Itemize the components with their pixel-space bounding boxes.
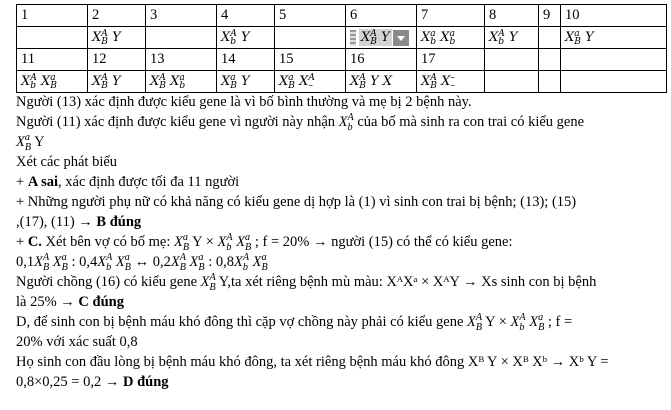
text-line: Xét các phát biểu (16, 154, 118, 170)
text-line: 0,1XA B Xa B : 0,4XA b Xa B ↔ 0,2XA B Xa B : 0,8XA b Xa B (16, 252, 268, 273)
table-cell (88, 71, 146, 93)
genotype: XA B Y (92, 72, 121, 91)
genotype: XA B X– – (421, 72, 455, 91)
table-cell (539, 27, 561, 49)
explanation-text (16, 92, 666, 392)
table-cell (275, 27, 346, 49)
table-cell-selected[interactable] (346, 27, 417, 49)
genotype: XA B Y (92, 28, 121, 47)
table-cell: 1 (17, 5, 88, 27)
table-cell (485, 71, 539, 93)
genotype: Xa B XA – (279, 72, 315, 91)
table-cell: 17 (417, 49, 485, 71)
genotype: XA b Y (489, 28, 518, 47)
table-cell (417, 27, 485, 49)
statement-a: + A sai, xác định được tối đa 11 người (16, 174, 240, 190)
genotype: XA B Y X (350, 72, 393, 91)
genotype: XA B Y (361, 28, 390, 47)
table-row (17, 27, 667, 49)
statement-c: + C. Xét bên vợ có bố mẹ: Xa B Y × XA b Xa B ; f = 20% → người (15) có thể có kiểu gene: (16, 232, 513, 253)
genotype: Xa b Xa b (421, 28, 456, 47)
table-cell (561, 49, 667, 71)
table-cell (539, 49, 561, 71)
text-line: Xa B Y (16, 132, 45, 153)
table-cell (17, 27, 88, 49)
table-row (17, 5, 667, 27)
table-row (17, 71, 667, 93)
text-line: + Những người phụ nữ có khả năng có kiểu gene dị hợp là (1) vì sinh con trai bị bệnh; (13); (15) (16, 194, 577, 210)
table-cell (346, 71, 417, 93)
table-cell (485, 27, 539, 49)
table-row (17, 49, 667, 71)
table-cell: 9 (539, 5, 561, 27)
genotype: Xa B Y (565, 28, 594, 47)
table-cell: 6 (346, 5, 417, 27)
table-cell: 4 (217, 5, 275, 27)
text-line: Người (13) xác định được kiểu gene là vì bố bình thường và mẹ bị 2 bệnh này. (16, 94, 472, 110)
table-cell (146, 27, 217, 49)
table-cell: 8 (485, 5, 539, 27)
table-cell: 12 (88, 49, 146, 71)
genotype: XA B Xa b (150, 72, 186, 91)
text-line: Người chồng (16) có kiểu gene XA B Y,ta xét riêng bệnh mù màu: XᴬXᵃ × XᴬY → Xs sinh con bị bệnh (16, 272, 597, 293)
table-cell: 7 (417, 5, 485, 27)
pedigree-genotype-table (16, 4, 667, 93)
table-cell: 16 (346, 49, 417, 71)
table-cell: 3 (146, 5, 217, 27)
statement-d: D, để sinh con bị bệnh máu khó đông thì cặp vợ chồng này phải có kiểu gene XA B Y × XA b Xa B ; f = (16, 312, 573, 333)
text-line: 20% với xác suất 0,8 (16, 334, 138, 350)
table-cell (561, 71, 667, 93)
table-cell: 5 (275, 5, 346, 27)
text-line: Họ sinh con đầu lòng bị bệnh máu khó đông, ta xét riêng bệnh máu khó đông Xᴮ Y × Xᴮ Xᵇ → Xᵇ Y = (16, 354, 609, 370)
table-cell (485, 49, 539, 71)
table-cell (561, 27, 667, 49)
genotype: Xa B Y (221, 72, 250, 91)
dropdown-arrow-icon[interactable] (393, 30, 409, 46)
table-cell (146, 71, 217, 93)
statement-b: ,(17), (11) → B đúng (16, 214, 142, 230)
text-line: 0,8×0,25 = 0,2 → D đúng (16, 374, 169, 390)
drag-handle-icon[interactable] (350, 30, 356, 46)
table-cell: 13 (146, 49, 217, 71)
table-cell (275, 71, 346, 93)
table-cell (88, 27, 146, 49)
text-line: là 25% → C đúng (16, 294, 124, 310)
table-cell: 11 (17, 49, 88, 71)
text-line: Người (11) xác định được kiểu gene vì người này nhận XA b của bố mà sinh ra con trai có kiểu gene (16, 112, 585, 133)
table-cell: 14 (217, 49, 275, 71)
table-cell: 2 (88, 5, 146, 27)
table-cell (217, 71, 275, 93)
table-cell (17, 71, 88, 93)
table-cell (539, 71, 561, 93)
genotype: XA b Y (221, 28, 250, 47)
table-cell (217, 27, 275, 49)
table-cell: 15 (275, 49, 346, 71)
table-cell (417, 71, 485, 93)
table-cell: 10 (561, 5, 667, 27)
genotype: XA b Xa B (21, 72, 57, 91)
